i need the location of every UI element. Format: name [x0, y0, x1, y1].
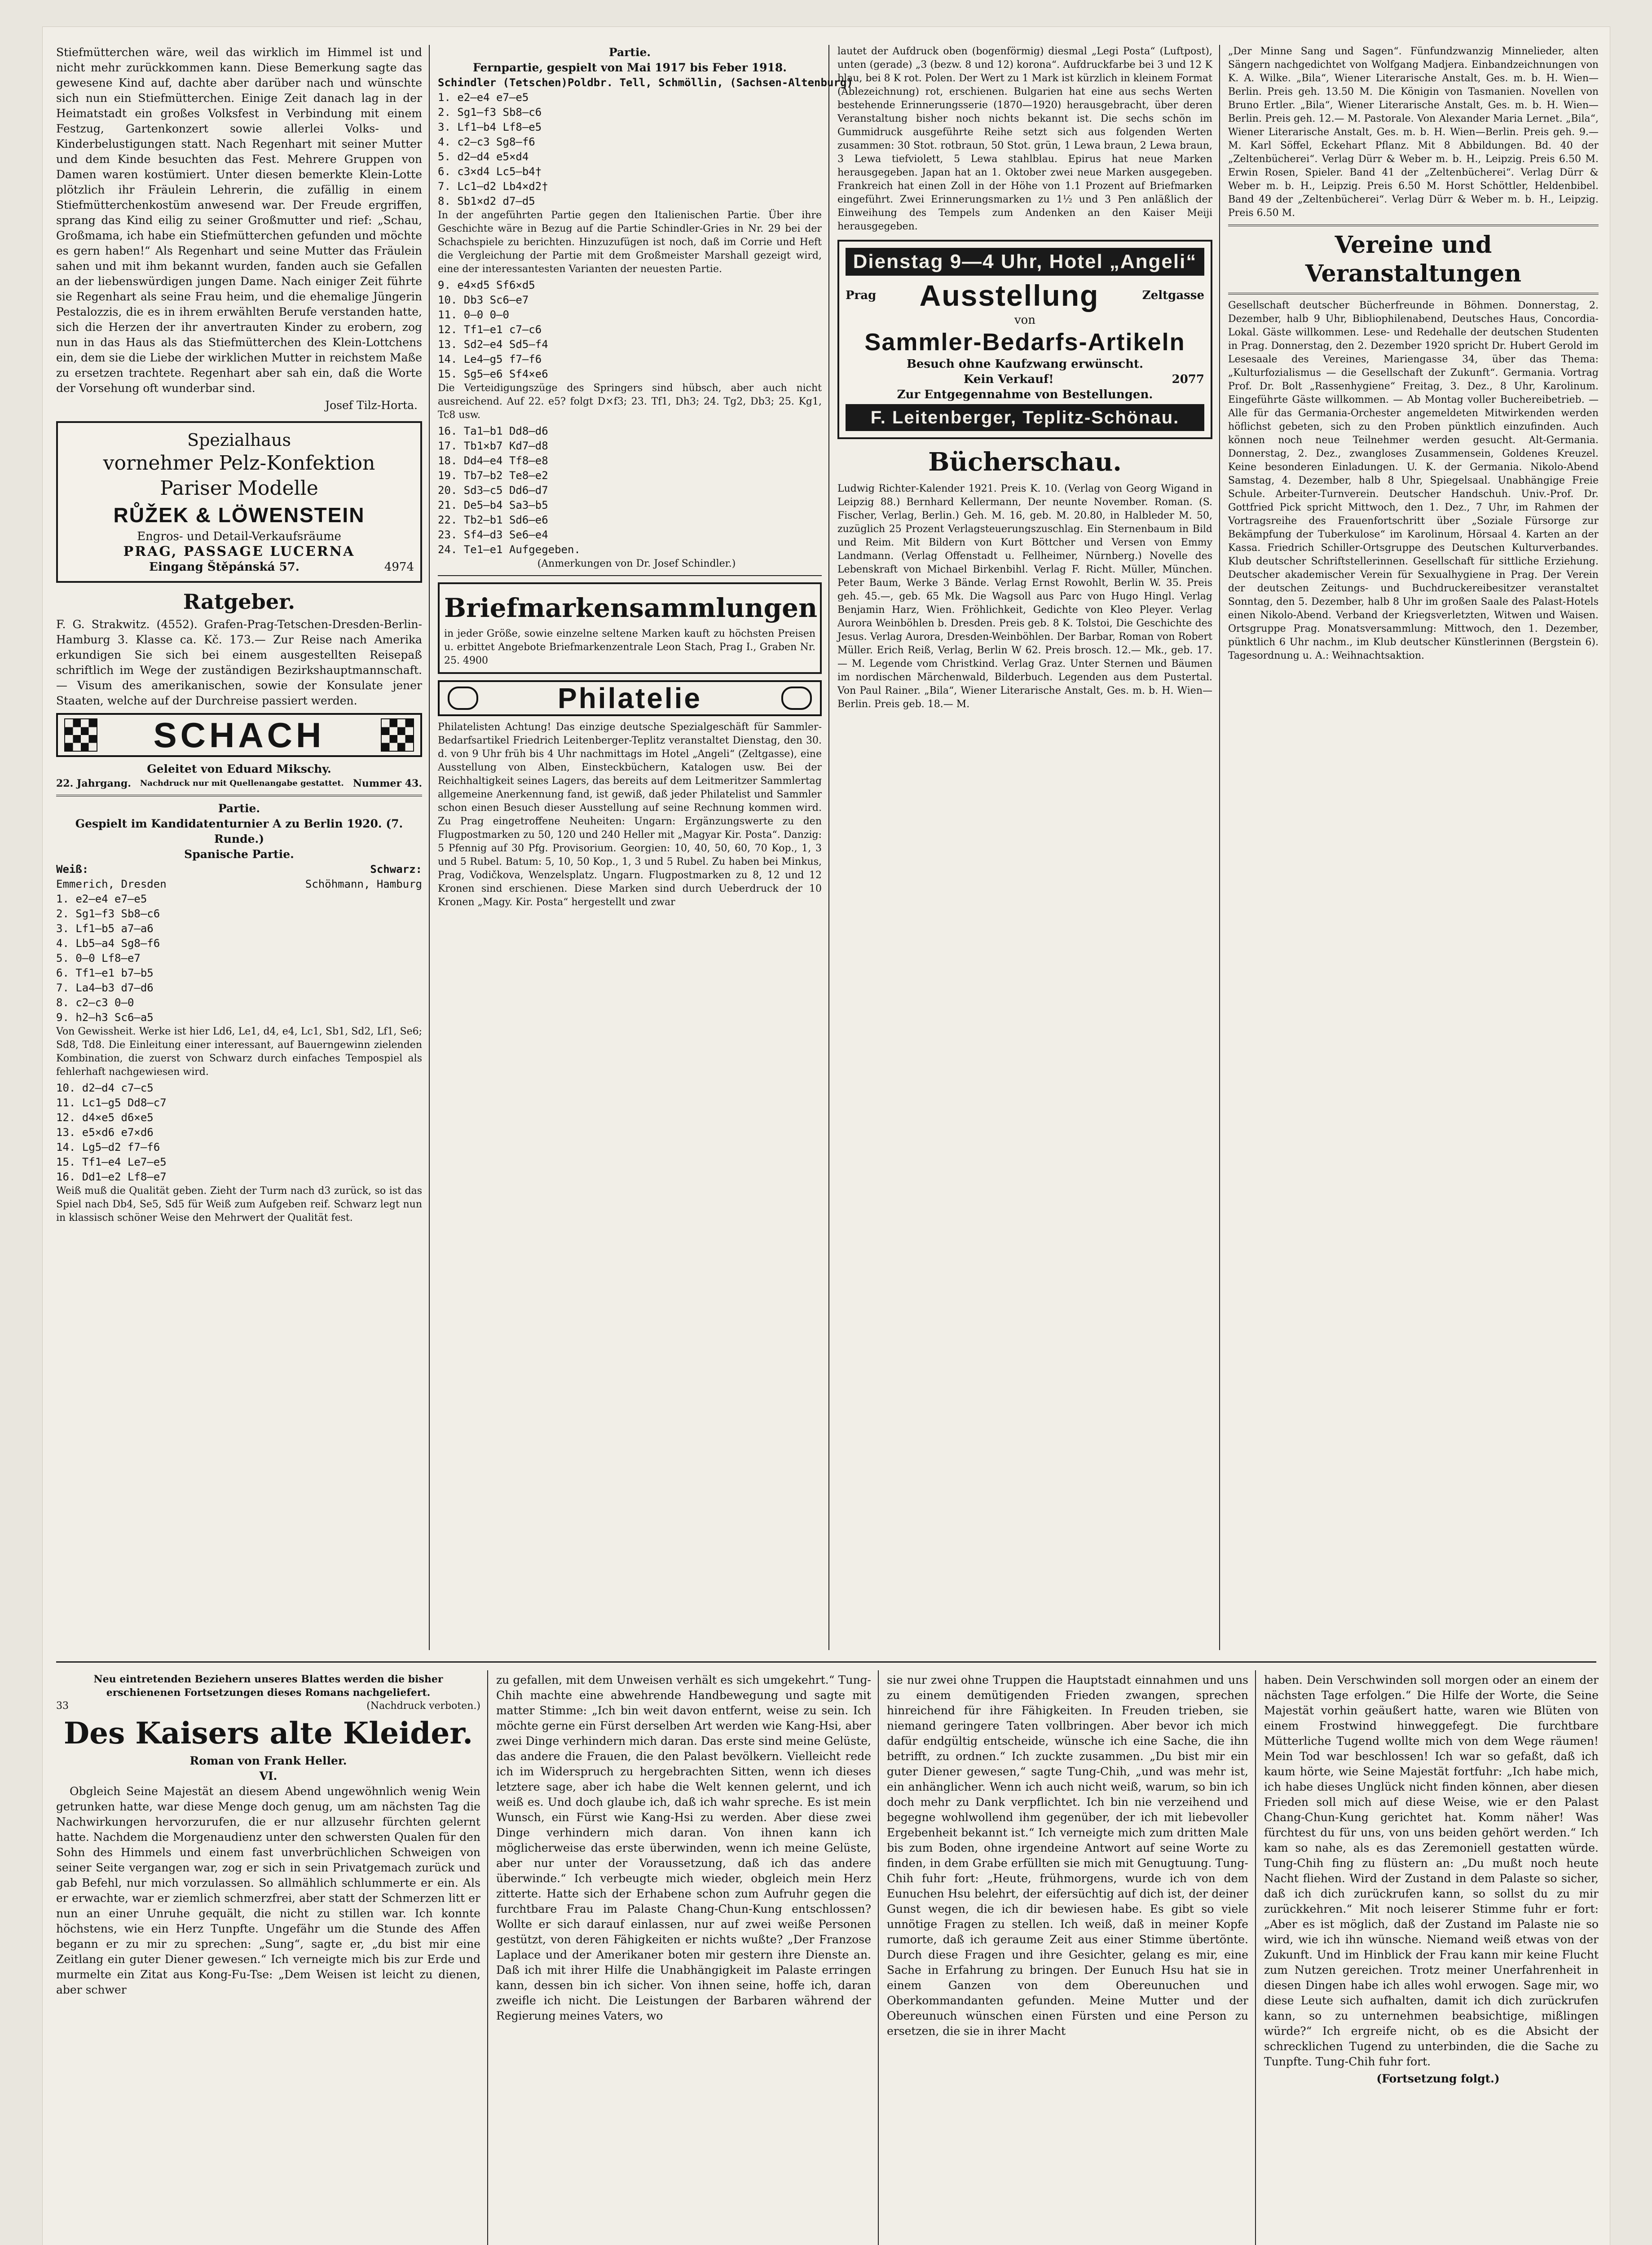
chess-move: 17. Tb1×b7 Kd7—d8: [438, 440, 548, 452]
ratgeber-title: Ratgeber.: [183, 590, 295, 614]
feuilleton-rule: [56, 1661, 1596, 1663]
chess-move: 14. Lg5—d2 f7—f6: [56, 1141, 160, 1153]
feuilleton-col-3: [887, 1673, 1248, 2245]
ad-firm: F. Leitenberger, Teplitz-Schönau.: [846, 404, 1204, 431]
book-review-title: Bücherschau.: [928, 447, 1122, 477]
chess-move: 9. h2—h3 Sc6—a5: [56, 1011, 154, 1024]
chess-move: 19. Tb7—b2 Te8—e2: [438, 469, 548, 482]
black-label: Schwarz:: [370, 863, 422, 876]
ad-number: 4974: [384, 560, 414, 574]
chess-move: 6. c3×d4 Lc5—b4†: [438, 165, 542, 178]
chess-section-logo: [56, 713, 422, 757]
ad-von: von: [1014, 313, 1036, 327]
game-subtitle: Gespielt im Kandidatenturnier A zu Berlin 1920. (7. Runde.): [75, 817, 403, 845]
chess-editor: Geleitet von Eduard Mikschy.: [147, 762, 331, 775]
ratgeber-text: F. G. Strakwitz. (4552). Grafen-Prag-Tetschen-Dresden-Berlin-Hamburg 3. Klasse ca. Kč. 173.— Zur Reise nach Amerika erkundigen Sie sich bei einem ausgestellten Reisepaß schriftlich im Wege der zuständigen Bezirkshauptmannschaft. — Visum des amerikanischen, sowie der Konsulate jener Staaten, welche auf der Durchreise passiert werden.: [56, 618, 422, 707]
ad-no-sale: Kein Verkauf!: [963, 373, 1054, 386]
ad-street: Zeltgasse: [1142, 289, 1204, 302]
chess-move: 14. Le4—g5 f7—f6: [438, 353, 542, 365]
move-list: [56, 892, 422, 1025]
ad-entry: Eingang Štěpánská 57.: [149, 560, 300, 574]
chess-move: 20. Sd3—c5 Dd6—d7: [438, 484, 548, 497]
chess-move: 11. Lc1—g5 Dd8—c7: [56, 1096, 167, 1109]
stamp-collections-ad: [438, 582, 822, 674]
white-player: Emmerich, Dresden: [56, 878, 167, 890]
ad-sub: Engros- und Detail-Verkaufsräume: [137, 530, 341, 543]
events-text: Gesellschaft deutscher Bücherfreunde in Böhmen. Donnerstag, 2. Dezember, halb 9 Uhr, Bibliophilenabend, Deutsches Haus, Concordia-Lokal. Gäste willkommen. Lese- und Redehalle der deutschen Studenten in Prag. Donnerstag, den 2. Dezember 1920 spricht Dr. Hubert Gerold im Lesesaale des Vereines, Mariengasse 34, über das Thema: „Kulturfozialismus — die Gesellschaft der Zukunft“. Germania. Vortrag Prof. Dr. Bolt „Rassenhygiene“ Freitag, 3. Dez., 8 Uhr, Karolinum. Eingeführte Gäste willkommen. — Ab Montag voller Buchereibetrieb. — Alle für das Germania-Orchester angemeldeten Mitwirkenden werden höflichst gebeten, sich zu den Proben pünktlich einzufinden. Auch können noch neue Teilnehmer werden gesucht. Alt-Germania. Donnerstag, 2. Dez., zwangloses Zusammensein, Goldenes Kreuzel. Keine besonderen Einladungen. U. K. der Germania. Nikolo-Abend Samstag, 4. Dezember, halb 8 Uhr, Spiegelsaal. Unabhängige Freie Schule. Arbeiter-Turnverein. Deutscher Handschuh. Univ.-Prof. Dr. Gottfried Pick spricht Mittwoch, den 1. Dez., 7 Uhr, im Rahmen der Vortragsreihe des Frauenfortschritt über „Soziale Fürsorge zur Bekämpfung der Tuberkulose“ im Karolinum, Hörsaal 4. Karten an der Kassa. Friedrich Schiller-Ortsgruppe des Deutschen Kulturverbandes. Klub deutscher Schriftstellerinnen. Gesellschaft für sittliche Erziehung. Deutscher akademischer Verein für Sexualhygiene in Prag. Der Verein der deutschen Zeitungs- und Buchdruckereibesitzer veranstaltet Sonntag, den 5. Dezember, halb 8 Uhr im großen Saale des Palast-Hotels einen Nikolo-Abend. Verband der Kriegsverletzten, Witwen und Waisen. Ortsgruppe Prag. Monatsversammlung: Mittwoch, den 1. Dezember, pünktlich 6 Uhr nachm., im Klub deutscher Künstlerinnen (Bergstein 6). Tagesordnung u. A.: Weihnachtsaktion.: [1228, 300, 1599, 661]
ad-address: PRAG, PASSAGE LUCERNA: [123, 544, 355, 559]
chapter-number: VI.: [259, 1770, 278, 1783]
column-rule: [1255, 1670, 1256, 2245]
column-rule: [487, 1670, 488, 2245]
fur-fashion-ad: [56, 421, 422, 583]
game-title: Partie.: [608, 46, 651, 59]
game-subtitle: Fernpartie, gespielt von Mai 1917 bis Feber 1918.: [473, 61, 787, 74]
ad-text: in jeder Größe, sowie einzelne seltene Marken kauft zu höchsten Preisen u. erbittet Angebote Briefmarkenzentrale Leon Stach, Prag I., Graben Nr. 25.: [444, 628, 815, 666]
ad-city: Prag: [846, 289, 877, 302]
chess-move: 23. Sf4—d3 Se6—e4: [438, 528, 548, 541]
philatelie-logo-text: Philatelie: [558, 682, 702, 714]
chess-move: 10. d2—d4 c7—c5: [56, 1082, 154, 1094]
chessboard-icon: [64, 718, 97, 752]
chess-logo-text: SCHACH: [153, 715, 325, 755]
chess-move: 7. La4—b3 d7—d6: [56, 982, 154, 994]
story-signature: Josef Tilz-Horta.: [325, 399, 418, 412]
column-4: [1228, 45, 1599, 1655]
column-rule: [1219, 45, 1220, 1650]
ad-headline: Dienstag 9—4 Uhr, Hotel „Angeli“: [846, 248, 1204, 276]
chess-move: 1. e2—e4 e7—e5: [438, 91, 529, 104]
move-list: [56, 1081, 422, 1184]
ad-headline: Briefmarkensammlungen: [444, 593, 818, 623]
chess-move: 10. Db3 Sc6—e7: [438, 294, 529, 306]
chess-move: 8. Sb1×d2 d7—d5: [438, 195, 535, 207]
chess-move: 3. Lf1—b5 a7—a6: [56, 922, 154, 935]
chess-move: 3. Lf1—b4 Lf8—e5: [438, 121, 542, 133]
ad-title: Ausstellung: [919, 279, 1099, 312]
novel-text: zu gefallen, mit dem Unweisen verhält es sich umgekehrt.“ Tung-Chih machte eine abwehrende Handbewegung und sagte mit matter Stimme: „Ich bin weit davon entfernt, weise zu sein. Ich möchte gerne ein Fürst derselben Art werden wie Kang-Hsi, aber zwei Dinge verhindern mich daran. Das erste sind meine Gelüste, das andere die Frauen, die den Palast bevölkern. Vielleicht rede ich im Widerspruch zu hergebrachten Sitten, wenn ich dieses letztere sage, aber ich habe die Welt kennen gelernt, und ich weiß es. Und doch glaube ich, daß ich wahr spreche. Es ist mein Wunsch, ein Fürst wie Kang-Hsi zu werden. Aber diese zwei Dinge verhindern mich daran. Von ihnen kann ich möglicherweise das erste überwinden, wenn ich meine Gelüste, aber nur unter der Voraussetzung, daß ich das andere überwinde.“ Ich verbeugte mich wieder, obgleich mein Herz zitterte. Hatte sich der Erhabene schon zum Aufruhr gegen die furchtbare Frau im Palaste Chang-Chun-Kung entschlossen? Wollte er sich darauf einlassen, nur auf zwei weiße Personen gestützt, von deren Fähigkeiten er nichts wußte? „Der Franzose Laplace und der Amerikaner boten mir gestern ihre Dienste an. Daß ich mit ihrer Hilfe die Unabhängigkeit im Palaste erringen kann, dessen bin ich sicher. Von ihnen seine, hoffe ich, daran zweifle ich nicht. Die Leistungen der Barbaren während der Regierung meines Vaters, wo: [496, 1673, 871, 2022]
move-list: [438, 278, 822, 382]
ad-note: Besuch ohne Kaufzwang erwünscht.: [906, 357, 1144, 371]
novel-text: Obgleich Seine Majestät an diesem Abend ungewöhnlich wenig Wein getrunken hatte, war diese Menge doch genug, um am nächsten Tag die Nachwirkungen hervorzurufen, die er nur allzusehr fürchten gelernt hatte. Nachdem die Morgenaudienz unter den schwersten Qualen für den Sohn des Himmels und einem fast unverbrüchlichen Schweigen von seiner Seite vergangen war, zog er sich in sein Privatgemach zurück und gab Befehl, nur mich vorzulassen. So allmählich schlummerte er ein. Als er erwachte, war er ziemlich schmerzfrei, aber statt der Schmerzen litt er nun an einer Unruhe gequält, die nicht zu stillen war. Ich konnte höchstens, wie ein Herz Tunpfte. Ungefähr um die Stunde des Affen begann er zu mir zu sprechen: „Sung“, sagte er, „du bist mir eine Zeitlang ein guter Diener gewesen.“ Ich verneigte mich bis zur Erde und murmelte ein Zitat aus Kong-Fu-Tse: „Dem Weisen ist leicht zu dienen, aber schwer: [56, 1785, 480, 1996]
chess-move: 16. Dd1—e2 Lf8—e7: [56, 1171, 167, 1183]
chess-number: Nummer 43.: [352, 778, 422, 789]
ad-line: Spezialhaus: [187, 430, 291, 450]
newspaper-page: [43, 27, 1610, 2245]
feuilleton-col-2: [496, 1673, 871, 2245]
book-review-text: Ludwig Richter-Kalender 1921. Preis K. 10. (Verlag von Georg Wigand in Leipzig 88.) Bernhard Kellermann, Der neunte November. Roman. (S. Fischer, Verlag, Berlin.) Geh. M. 16, geb. M. 20.80, in Halbleder M. 50, zuzüglich 25 Prozent Verlagsteuerungszuschlag. Ein Sternenbaum in Bild und Reim. Mit Bildern von Kurt Böttcher und Versen von Emmy Landmann. (Verlag Offenstadt u. Fellheimer, Nürnberg.) Novelle des Lebenskraft von Michael Birkenbihl. Verlag F. Richt. Müller, München. Peter Baum, Werke 3 Bände. Verlag Ernst Rowohlt, Berlin W. 35. Preis geh. 45.—, geb. 65 Mk. Die Wagsoll aus Parc von Hugo Hingl. Verlag Benjamin Harz, Wien. Fröhlichkeit, Gedichte von Kleo Pleyer. Verlag Aurora Weinböhlen b. Dresden. Preis geb. 8 K. Tolstoi, Die Geschichte des Jesus. Verlag Aurora, Dresden-Weinböhlen. Der Barbar, Roman von Robert Müller. Erich Reiß, Verlag, Berlin W 62. Preis brosch. 12.— Mk., geb. 17.— M. Legende vom Christkind. Verlag Graz. Unter Sternen und Bäumen im nordischen Märchenwald, Bilderbuch. Legenden aus dem Pustertal. Von Paul Rainer. „Bila“, Wiener Literarische Anstalt, Ges. m. b. H. Wien—Berlin. Preis geb. 18.— M.: [837, 483, 1212, 710]
chess-move: 11. 0—0 0—0: [438, 308, 509, 321]
ad-orders: Zur Entgegennahme von Bestellungen.: [897, 388, 1153, 401]
white-label: Weiß:: [56, 863, 89, 876]
column-3: [837, 45, 1212, 1655]
book-review-cont: „Der Minne Sang und Sagen“. Fünfundzwanzig Minnelieder, alten Sängern nachgedichtet von Wolfgang Madjera. Einbandzeichnungen von K. A. Wilke. „Bila“, Wiener Literarische Anstalt, Ges. m. b. H. Wien—Berlin. Preis geh. 13.50 M. Die Königin von Tasmanien. Novellen von Bruno Ertler. „Bila“, Wiener Literarische Anstalt, Ges. m. b. H. Wien—Berlin. Preis geh. 12.— M. Pastorale. Von Alexander Maria Lernet. „Bila“, Wiener Literarische Anstalt, Ges. m. b. H. Wien—Berlin. Preis geh. 9.— M. Karl Söffel, Eckehart Pflanz. Mit 8 Abbildungen. Bd. 40 der „Zeltenbücherei“. Verlag Dürr & Weber m. b. H., Leipzig. Preis 6.50 M. Erwin Rosen, Spieler. Band 41 der „Zeltenbücherei“. Verlag Dürr & Weber m. b. H., Leipzig. Preis 6.50 M. Horst Schöttler, Heldenbibel. Band 49 der „Zeltenbücherei“. Verlag Dürr & Weber m. b. H., Leipzig. Preis 6.50 M.: [1228, 46, 1599, 219]
ad-subject: Sammler-Bedarfs-Artikeln: [864, 329, 1185, 356]
philately-news: Philatelisten Achtung! Das einzige deutsche Spezialgeschäft für Sammler-Bedarfsartikel Friedrich Leitenberger-Teplitz veranstaltet Dienstag, den 30. d. von 9 Uhr früh bis 4 Uhr nachmittags im Hotel „Angeli“ (Zeltgasse), eine Ausstellung von Alben, Einsteckbüchern, Katalogen usw. Bei der Reichhaltigkeit seines Lagers, das bereits auf dem Leitmeritzer Sammlertag allgemeine Anerkennung fand, ist gewiß, daß jeder Philatelist und Sammler schon einen Besuch dieser Ausstellung auf seine Rechnung kommen wird. Zu Prag eingetroffene Neuheiten: Ungarn: Ergänzungswerte zu den Flugpostmarken zu 50, 120 und 240 Heller mit „Magyar Kir. Posta“. Danzig: 5 Pfennig auf 30 Pfg. Provisorium. Georgien: 10, 40, 50, 60, 70 Kop., 1, 3 und 5 Rubel. Batum: 5, 10, 50 Kop., 1, 3 und 5 Rubel. Zu haben bei Minkus, Prag, Vodičkova, Wenzelsplatz. Ungarn. Flugpostmarken zu 8, 12 und 12 Kronen sind erschienen. Diese Marken sind durch Ueberdruck der 10 Kronen „Magy. Kir. Posta“ hergestellt und zwar: [438, 722, 822, 908]
game-commentary: In der angeführten Partie gegen den Italienischen Partie. Über ihre Geschichte wäre in Bezug auf die Partie Schindler-Gries in Nr. 29 bei der Schachspiele zu berichten. Hinzuzufügen ist noch, daß im Corrie und Heft die Vergleichung der Partie mit dem Großmeister Marshall gezeigt wird, eine der interessantesten Varianten der neuesten Partie.: [438, 210, 822, 275]
chess-move: 13. e5×d6 e7×d6: [56, 1126, 154, 1139]
exhibition-ad: [837, 240, 1212, 439]
philatelie-ornament-icon: [448, 687, 478, 710]
philately-news-cont: lautet der Aufdruck oben (bogenförmig) diesmal „Legi Posta“ (Luftpost), unten (gerade) „3 (bezw. 8 und 12) korona“. Aufdruckfarbe bei 3 und 12 K blau, bei 8 K rot. Polen. Der Wert zu 1 Mark ist kürzlich in kleinem Format (Ablezeichnung) rot, erschienen. Bulgarien hat eine aus sechs Werten bestehende Erinnerungsserie (1870—1920) herausgebracht, über deren Veranstaltung bisher noch nichts bekannt ist. Die sechs schön im Gummidruck ausgeführte Reihe setzt sich aus folgenden Werten zusammen: 30 Stot. rotbraun, 50 Stot. grün, 1 Lewa braun, 2 Lewa braun, 3 Lewa tiefviolett, 5 Lewa stahlblau. Epirus hat neue Marken herausgegeben. Japan hat an 1. Oktober zwei neue Marken ausgegeben. Frankreich hat einen Zoll in der Höhe von 1.1 Prozent auf Briefmarken eingeführt. Zwei Erinnerungsmarken zu 1½ und 3 Pen anläßlich der Einweihung des Tempels zum Andenken an den Kaiser Meiji herausgegeben.: [837, 46, 1212, 232]
column-rule: [878, 1670, 879, 2245]
move-list: [438, 90, 822, 209]
to-be-continued: (Fortsetzung folgt.): [1376, 2072, 1500, 2085]
chess-move: 22. Tb2—b1 Sd6—e6: [438, 514, 548, 526]
chess-move: 4. c2—c3 Sg8—f6: [438, 136, 535, 148]
philatelie-ornament-icon: [781, 687, 812, 710]
ad-line: Pariser Modelle: [160, 477, 318, 500]
chess-move: 2. Sg1—f3 Sb8—c6: [438, 106, 542, 119]
game-opening: Spanische Partie.: [184, 848, 294, 861]
feuilleton-col-1: [56, 1673, 480, 2245]
column-rule: [828, 45, 829, 1650]
novel-author: Roman von Frank Heller.: [189, 1754, 347, 1767]
black-player: Schöhmann, Hamburg: [305, 878, 422, 890]
chess-move: 13. Sd2—e4 Sd5—f4: [438, 338, 548, 351]
column-1: [56, 45, 422, 1655]
chess-move: 7. Lc1—d2 Lb4×d2†: [438, 180, 548, 193]
chess-move: 2. Sg1—f3 Sb8—c6: [56, 907, 160, 920]
ad-firm: RŮŽEK & LÖWENSTEIN: [113, 503, 365, 527]
novel-title: Des Kaisers alte Kleider.: [63, 1716, 473, 1751]
chess-move: 5. 0—0 Lf8—e7: [56, 952, 141, 964]
column-rule: [429, 45, 430, 1650]
chess-move: 24. Te1—e1 Aufgegeben.: [438, 543, 581, 556]
game-commentary: Von Gewissheit. Werke ist hier Ld6, Le1, d4, e4, Lc1, Sb1, Sd2, Lf1, Se6; Sd8, Td8. Die Einleitung einer interessant, auf Bauerngewinn zielenden Kombination, die zuerst von Schwarz durch einfaches Tempospiel als fehlerhaft nachgewiesen wird.: [56, 1026, 422, 1078]
events-title: Vereine und Veranstaltungen: [1305, 231, 1522, 287]
move-list: [438, 424, 822, 557]
subscriber-note: Neu eintretenden Beziehern unseres Blattes werden die bisher erschienenen Fortsetzungen dieses Romans nachgeliefert.: [93, 1673, 443, 1699]
feuilleton-col-4: [1264, 1673, 1599, 2245]
chess-move: 15. Tf1—e4 Le7—e5: [56, 1156, 167, 1168]
chess-volume: 22. Jahrgang.: [56, 778, 131, 789]
novel-text: haben. Dein Verschwinden soll morgen oder an einem der nächsten Tage erfolgen.“ Die Hilfe der Worte, die Seine Majestät vorhin geäußert hatte, waren wie Blüten von einem Frostwind hinweggefegt. Die furchtbare Mütterliche Tugend wollte mich von dem Wege räumen! Mein Tod war beschlossen! Ich war so gefaßt, daß ich kaum hörte, wie Seine Majestät fortfuhr: „Ich habe mich, ich habe dieses Unglück nicht finden können, aber diesen Frieden soll mich auf diese Weise, wie er den Palast Chang-Chun-Kung gerichtet hat. Komm näher! Was fürchtest du für uns, von uns beiden gehört werden.“ Ich kam so nahe, als es das Zeremoniell gestatten würde. Tung-Chih fing zu flüstern an: „Du mußt noch heute Nacht fliehen. Wird der Zustand in dem Palaste so sicher, daß ich dich zurückrufen kann, so sollst du zu mir zurückkehren.“ Mit noch leiserer Stimme fuhr er fort: „Aber es ist möglich, daß der Zustand im Palaste nie so wird, wie ich ihn wünsche. Niemand weiß etwas von der Zukunft. Und im Hinblick der Frau kann mir keine Flucht zum Nutzen gereichen. Trotz meiner Unerfahrenheit in diesen Dingen habe ich alles wohl erwogen. Sage mir, wo diese Leute sich aufhalten, damit ich dich zurückrufen kann, so zu unternehmen beabsichtige, mißlingen würde?“ Ich ergreife nicht, ob es die Absicht der schrecklichen Tugend zu unterbinden, die die Sache zu Tunpfte. Tung-Chih fuhr fort.: [1264, 1673, 1599, 2068]
column-2: [438, 45, 853, 1655]
game-commentary: Die Verteidigungszüge des Springers sind hübsch, aber auch nicht ausreichend. Auf 22. e5? folgt D×f3; 23. Tf1, Dh3; 24. Tg2, Db3; 25. Kg1, Tc8 usw.: [438, 383, 822, 421]
game-annotator: (Anmerkungen von Dr. Josef Schindler.): [537, 558, 736, 569]
chess-move: 21. De5—b4 Sa3—b5: [438, 499, 548, 511]
chess-move: 12. Tf1—e1 c7—c6: [438, 323, 542, 336]
chess-move: 9. e4×d5 Sf6×d5: [438, 279, 535, 291]
chess-reprint-note: Nachdruck nur mit Quellenangabe gestattet.: [140, 779, 344, 788]
black-player: Poldbr. Tell, Schmöllin, (Sachsen-Altenburg): [567, 76, 853, 89]
chess-move: 6. Tf1—e1 b7—b5: [56, 967, 154, 979]
installment-number: 33: [56, 1700, 69, 1712]
philatelie-logo: [438, 680, 822, 716]
game-commentary: Weiß muß die Qualität geben. Zieht der Turm nach d3 zurück, so ist das Spiel nach Db4, Se5, Sd5 für Weiß zum Aufgeben reif. Schwarz legt nun in klassisch schöner Weise den Mehrwert der Qualität fest.: [56, 1185, 422, 1224]
game-title: Partie.: [218, 802, 260, 815]
white-player: Schindler (Tetschen): [438, 76, 568, 89]
chess-move: 1. e2—e4 e7—e5: [56, 893, 147, 905]
chess-move: 8. c2—c3 0—0: [56, 996, 134, 1009]
ad-number: 4900: [463, 655, 488, 666]
ad-number: 2077: [1172, 373, 1204, 386]
chess-move: 15. Sg5—e6 Sf4×e6: [438, 368, 548, 380]
chess-move: 12. d4×e5 d6×e5: [56, 1111, 154, 1124]
chess-move: 18. Dd4—e4 Tf8—e8: [438, 454, 548, 467]
chess-move: 16. Ta1—b1 Dd8—d6: [438, 425, 548, 437]
novel-text: sie nur zwei ohne Truppen die Hauptstadt einnahmen und uns zu einem demütigenden Frieden zwangen, sprechen hinreichend für ihre Fähigkeiten. In Freuden trieben, sie niemand geringere Taten vollbringen. Aber bevor ich mich dafür endgültig entscheide, wünsche ich eine Sache, die ihn betrifft, zu ordnen.“ Ich zuckte zusammen. „Du bist mir ein guter Diener gewesen,“ sagte Tung-Chih, „und was mehr ist, ein anhänglicher. Wenn ich auch nicht weiß, warum, so bin ich doch mehr zu Dank verpflichtet. Ich bin nie verzeihend und begegne wohlwollend ihm gegenüber, der ich mit liebevoller Ergebenheit bekannt ist.“ Ich verneigte mich zum dritten Male bis zum Boden, ohne irgendeine Antwort auf seine Worte zu finden, in dem Grabe erfüllten sie mich mit Genugtuung. Tung-Chih fuhr fort: „Heute, frühmorgens, wurde ich von dem Eunuchen Hsu belehrt, der eifersüchtig auf dich ist, der deiner Gunst wegen, die ich dir bewiesen habe. Es gibt so viele unnötige Fragen zu stellen. Ich weiß, daß in meiner Kopfe rumorte, daß ich geraume Zeit aus einer Stimme übertönte. Durch diese Fragen und ihre Gesichter, gelang es mir, eine Sache in Erfahrung zu bringen. Der Eunuch Hsu hat sie in einem Ganzen von dem Obereunuchen und Oberkommandanten gefunden. Meine Mutter und der Obereunuch wünschen einen Fürsten und eine Person zu ersetzen, die sie in ihrer Macht: [887, 1673, 1248, 2038]
reprint-notice: (Nachdruck verboten.): [366, 1700, 480, 1712]
chess-move: 4. Lb5—a4 Sg8—f6: [56, 937, 160, 950]
story-ending: Stiefmütterchen wäre, weil das wirklich im Himmel ist und nicht mehr zurückkommen kann. Diese Bemerkung sagte das gewesene Kind auf, dachte aber darüber nach und wünschte sich nun ein Stiefmütterchen. Einige Zeit danach lag in der Heimatstadt ein großes Volksfest in Verbindung mit einem Festzug, Gartenkonzert sowie allerlei Volks- und Kinderbelustigungen statt. Nach Regenhart mit seiner Mutter und dem Kinde besuchten das Fest. Mehrere Gruppen von Damen waren kostümiert. Unter diesen bemerkte Klein-Lotte plötzlich ihr Fräulein Lehrerin, die zufällig in einem Stiefmütterchenkostüm anwesend war. Der Freude ergriffen, sprang das Kind eilig zu seiner Großmutter und rief: „Schau, Großmama, ich habe ein Stiefmütterchen gefunden und möchte es gern haben!“ Als Regenhart und seine Mutter das Fräulein sahen und mit ihm bekannt wurden, fanden auch sie Gefallen an der liebenswürdigen jungen Dame. Nach einiger Zeit führte sie Regenhart als seine Frau heim, und die ehemalige Jüngerin Pestalozzis, die es in ihrem erwählten Berufe verstanden hatte, sich die Herzen der ihr anvertrauten Kinder zu erobern, zog nun in das Haus als das Stiefmütterchen des Klein-Lottchens ein, dem sie die Liebe der wirklichen Mutter in reichstem Maße zu ersetzen trachtete. Regenhart aber sah ein, daß die Worte der Vorsehung oft wunderbar sind.: [56, 46, 422, 395]
chessboard-icon: [381, 718, 414, 752]
chess-move: 5. d2—d4 e5×d4: [438, 150, 529, 163]
ad-line: vornehmer Pelz-Konfektion: [103, 452, 375, 475]
